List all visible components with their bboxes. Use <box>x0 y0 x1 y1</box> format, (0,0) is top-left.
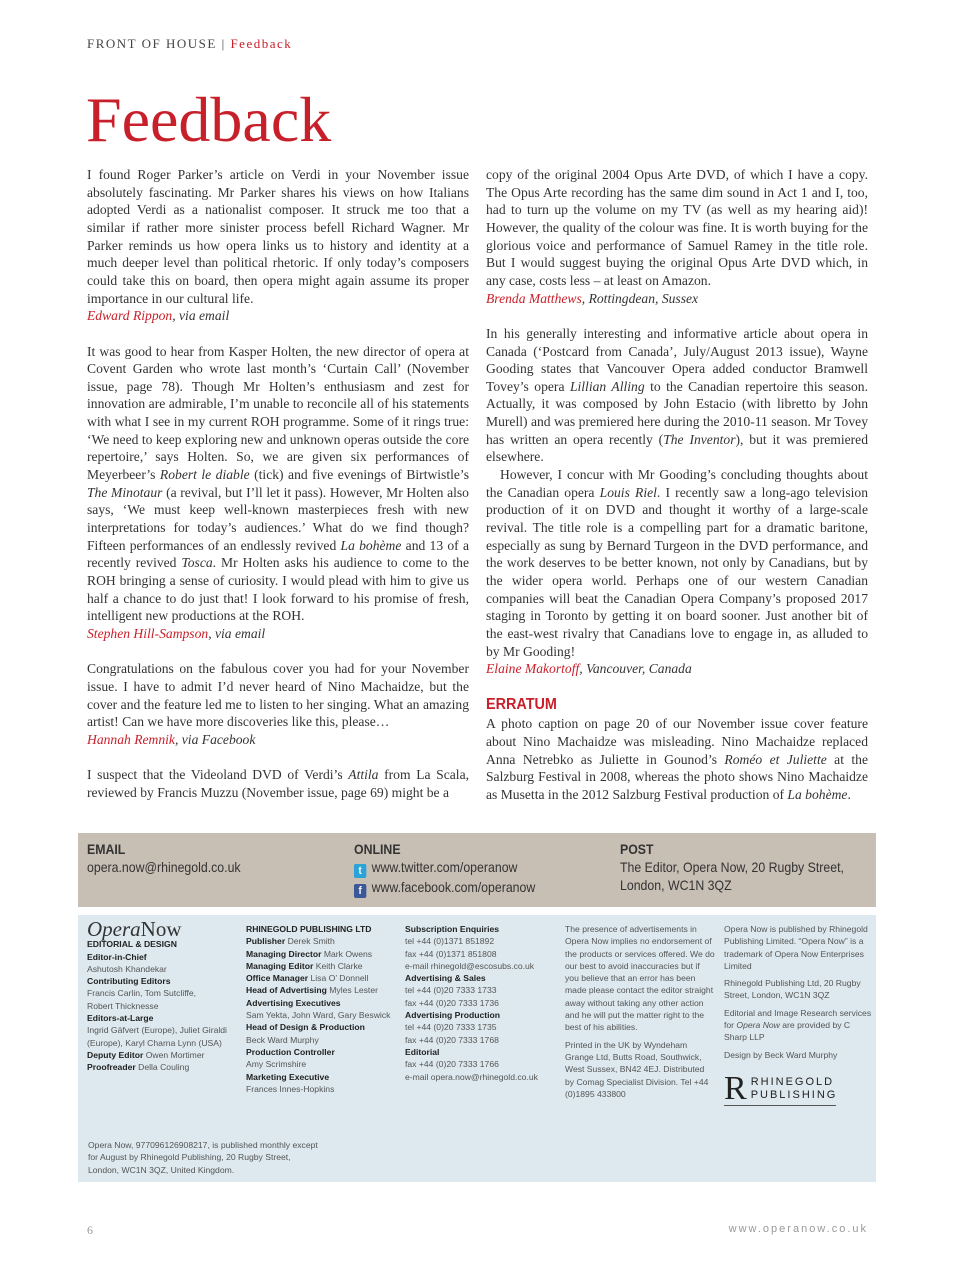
credit-role: Marketing Executive <box>246 1071 330 1082</box>
credit-value: tel +44 (0)20 7333 1733 <box>405 985 497 996</box>
author-name: Elaine Makortoff <box>486 661 580 677</box>
masthead <box>78 915 876 1182</box>
credit-role: Publisher <box>246 936 286 947</box>
letter <box>486 166 868 307</box>
credit-line <box>87 1061 237 1073</box>
publisher-address: Rhinegold Publishing Ltd, 20 Rugby Street, London, WC1N 3QZ <box>724 978 861 1001</box>
credit-line <box>87 963 237 975</box>
credit-role: Deputy Editor <box>87 1049 144 1060</box>
credit-line <box>246 1046 396 1058</box>
credit-line <box>87 1037 237 1049</box>
erratum-body <box>486 715 868 803</box>
letter-signature <box>87 625 469 643</box>
text-run: ), but it was premiered elsewhere. <box>486 431 868 465</box>
email-label: EMAIL <box>87 841 126 857</box>
logo-text: PUBLISHING <box>750 1088 838 1101</box>
text-run: . I recently saw a long-ago television production of it on DVD and thought it worthy of a large-scale revival. The title role is a compelling part for a dramatic baritone, especially as sung by Bernard Turgeon in the DVD performance, and the work deserves to be better known, not only by Canadians, but by the wider opera world. Perhaps one of our western Canadian companies will beat the Canadian Opera Company’s proposed 2017 staging in Toronto by getting it on board sooner. Just another bit of the east-west rivalry that Canadians love to engage in, as alluded to by Mr Gooding! <box>486 484 868 659</box>
text-run: (tick) and five evenings of Birtwistle’s <box>249 467 470 483</box>
text-run: . <box>847 786 851 802</box>
credit-line <box>87 1012 237 1024</box>
credit-line <box>405 1046 555 1058</box>
separator: | <box>221 36 226 51</box>
author-name: Brenda Matthews <box>486 290 582 306</box>
right-column <box>486 166 868 804</box>
credit-role: Head of Design & Production <box>246 1022 365 1033</box>
credit-value: fax +44 (0)1371 851808 <box>405 948 497 959</box>
text: are provided by C Sharp LLP <box>724 1020 851 1043</box>
text-run: However, I concur with Mr Gooding’s concluding thoughts about the Canadian opera <box>486 467 868 500</box>
author-location: , via email <box>208 626 266 641</box>
letter-paragraph <box>87 766 469 801</box>
credit-line <box>87 1049 237 1061</box>
author-location: , Rottingdean, Sussex <box>581 290 699 306</box>
credit-line <box>246 923 396 935</box>
logo-r: R <box>724 1069 747 1107</box>
credit-role: Production Controller <box>246 1046 335 1057</box>
credit-value: Beck Ward Murphy <box>246 1034 319 1045</box>
credit-line <box>405 984 555 996</box>
credit-line <box>87 975 237 987</box>
credit-role: Contributing Editors <box>87 976 171 987</box>
credit-value: Mark Owens <box>323 948 373 959</box>
credit-line <box>246 1071 396 1083</box>
credit-line <box>87 951 237 963</box>
text-run: . Mr Holten asks his audience to come to the ROH bringing a sense of curiosity. I would plead with him to give us half a chance to do just that! I look forward to his promise of fresh, intelligent new productions at the ROH. <box>87 555 469 624</box>
credit-role: Managing Editor <box>246 960 314 971</box>
credit-line <box>87 1024 237 1036</box>
twitter-link[interactable]: www.twitter.com/operanow <box>371 859 518 875</box>
letter <box>87 660 469 748</box>
credit-value: fax +44 (0)20 7333 1766 <box>405 1059 499 1070</box>
credit-role: Subscription Enquiries <box>405 924 500 934</box>
running-header <box>87 36 292 52</box>
left-column <box>87 166 469 819</box>
text-run: at the Salzburg Festival in 2008, whereas the photo shows Nino Machaidze as Musetta in the 2012 Salzburg Festival production of <box>486 751 868 802</box>
text-run: I found Roger Parker’s article on Verdi in your November issue absolutely fascinating. Mr Parker shares his views on how Italians adopted Verdi as a nationalist composer. It struck me too that a similar if rather more sinister process befell Richard Wagner. Mr Parker reminds us how opera links us to history and identity at a much deeper level than political rhetoric. If only today’s composers could take this on board, then opera might again assume its proper importance in our cultural life. <box>87 167 469 306</box>
masthead-publisher-info <box>724 923 872 1106</box>
letter-paragraph <box>486 325 868 466</box>
text-run: to the Canadian repertoire this season. Actually, it was composed by John Estacio (with libretto by John Murell) and was premiered here during the 2010-11 season. Mr Tovey has written an opera recently ( <box>486 378 868 447</box>
italic-title: Robert le diable <box>159 467 250 483</box>
publication-note: Opera Now, 977096126908217, is published monthly except for August by Rhinegold Publishing, 20 Rugby Street, London, WC1N 3QZ, United Kingdom. <box>88 1140 318 1175</box>
credit-line <box>87 938 237 950</box>
author-location: , via Facebook <box>174 731 256 747</box>
credit-value: (Europe), Karyl Charna Lynn (USA) <box>87 1037 222 1048</box>
credit-line <box>405 960 555 972</box>
contact-email <box>87 840 241 876</box>
credit-value: Ingrid Gäfvert (Europe), Juliet Giraldi <box>87 1025 227 1036</box>
credit-value: e-mail opera.now@rhinegold.co.uk <box>405 1071 538 1082</box>
text: Editorial and Image Research services for <box>724 1007 872 1031</box>
text-run: from La Scala, reviewed by Francis Muzzu (November issue, page 69) might be a <box>87 767 470 800</box>
credit-line <box>405 948 555 960</box>
credit-value: Derek Smith <box>287 936 335 947</box>
text-run: A photo caption on page 20 of our November issue cover feature about Nino Machaidze was misleading. Nino Machaidze replaced Anna Netrebko as Juliette in Gounod’s <box>486 716 868 767</box>
text-run: Congratulations on the fabulous cover you had for your November issue. I have to admit I’d never heard of Nino Machaidze, but the cover and the feature led me to listen to her singing. What an amazing artist! Can we have more discoveries like this, please… <box>87 661 469 730</box>
contact-band <box>78 833 876 907</box>
author-name: Hannah Remnik <box>87 731 175 747</box>
page-number: 6 <box>87 1223 93 1237</box>
italic-title: La bohème <box>340 537 402 553</box>
italic-title: Roméo et Juliette <box>724 751 827 767</box>
post-address-line: London, WC1N 3QZ <box>620 877 732 893</box>
letter-paragraph <box>87 660 469 731</box>
author-location: , via email <box>172 308 230 324</box>
post-address-line: The Editor, Opera Now, 20 Rugby Street, <box>620 859 844 875</box>
italic-title: The Inventor <box>663 431 736 447</box>
italic-title: Tosca <box>181 555 213 571</box>
credit-value: Frances Innes-Hopkins <box>246 1083 335 1094</box>
letter <box>87 766 469 801</box>
logo-part: Opera <box>87 917 141 941</box>
letter-paragraph <box>87 166 469 307</box>
credit-value: Della Couling <box>138 1062 190 1073</box>
credit-value: Lisa O’ Donnell <box>310 973 369 984</box>
credit-line <box>405 1021 555 1033</box>
letter-signature <box>87 731 469 749</box>
credit-line <box>246 948 396 960</box>
footer-url[interactable]: www.operanow.co.uk <box>728 1223 868 1235</box>
credit-role: EDITORIAL & DESIGN <box>87 939 177 950</box>
page-title: Feedback <box>86 84 332 155</box>
credit-value: tel +44 (0)20 7333 1735 <box>405 1022 497 1033</box>
credit-value: Sam Yekta, John Ward, Gary Beswick <box>246 1010 391 1021</box>
credit-role: Proofreader <box>87 1062 136 1073</box>
letter-signature <box>486 290 868 308</box>
facebook-link[interactable]: www.facebook.com/operanow <box>371 879 536 895</box>
credit-line <box>246 1034 396 1046</box>
credit-value: Robert Thicknesse <box>87 1000 159 1011</box>
credit-line <box>405 935 555 947</box>
credit-value: Keith Clarke <box>315 960 363 971</box>
letter-paragraph <box>486 166 868 290</box>
section-name: FRONT OF HOUSE <box>87 36 217 51</box>
credit-line <box>246 1058 396 1070</box>
credit-value: fax +44 (0)20 7333 1768 <box>405 1034 499 1045</box>
credit-role: Editors-at-Large <box>87 1013 154 1024</box>
research-credit <box>724 1007 872 1044</box>
credit-value: Francis Carlin, Tom Sutcliffe, <box>87 988 197 999</box>
credit-value: fax +44 (0)20 7333 1736 <box>405 997 499 1008</box>
letter-signature <box>87 307 469 325</box>
email-link[interactable]: opera.now@rhinegold.co.uk <box>87 859 241 875</box>
credit-line <box>405 997 555 1009</box>
text: Opera Now <box>736 1020 780 1031</box>
credit-line <box>405 1034 555 1046</box>
masthead-disclaimer <box>565 923 715 1105</box>
disclaimer-text: Printed in the UK by Wyndeham Grange Ltd, Butts Road, Southwick, West Sussex, BN42 4EJ. Distributed by Comag Specialist Division. Tel +44 (0)1895 433800 <box>565 1039 709 1099</box>
credit-line <box>246 935 396 947</box>
credit-line <box>246 984 396 996</box>
masthead-editorial <box>87 917 237 1074</box>
publisher-note: Opera Now is published by Rhinegold Publishing Limited. “Opera Now” is a trademark of Opera Now Enterprises Limited <box>724 924 868 971</box>
author-location: , Vancouver, Canada <box>579 661 692 677</box>
credit-line <box>246 1009 396 1021</box>
credit-value: Myles Lester <box>329 985 378 996</box>
post-label: POST <box>620 841 654 857</box>
credit-line <box>405 1009 555 1021</box>
text-run: It was good to hear from Kasper Holten, the new director of opera at Covent Garden who wrote last month’s ‘Curtain Call’ (November issue, page 78). Though Mr Holten’s enthusiasm and zest for innovation are admirable, I’m unable to reconcile all of his statements with what I see in my current ROH programme. Some of it rings true: ‘We need to keep exploring new and unknown operas outside the core repertoire,’ says Holten. So, we are given six performances of Meyerbeer’s <box>87 343 469 483</box>
letter <box>87 166 469 325</box>
credit-line <box>246 972 396 984</box>
text-run: copy of the original 2004 Opus Arte DVD, of which I have a copy. The Opus Arte recording has the same dim sound in Act 1 and I, too, had to turn up the volume on my TV (as well as my hearing aid)! However, the quality of the colour was fine. It is worth buying for the glorious voice and performance of Samuel Ramey in the title role. But I would suggest buying the original Opus Arte DVD which, in any case, costs less – at least on Amazon. <box>486 167 868 288</box>
masthead-contacts <box>405 923 555 1083</box>
contact-online <box>354 840 535 898</box>
logo-text: RHINEGOLD <box>750 1075 835 1088</box>
credit-line <box>405 1071 555 1083</box>
credit-line <box>246 1083 396 1095</box>
disclaimer-text: The presence of advertisements in Opera Now implies no endorsement of the products or services offered. We do our best to avoid inaccuracies but if you believe that an error has been made please contact the editor straight away without taking any other action and he will put the matter right to the best of his abilities. <box>565 924 715 1033</box>
italic-title: Lillian Alling <box>569 378 645 394</box>
italic-title: Attila <box>348 767 379 783</box>
credit-role: Advertising & Sales <box>405 973 486 984</box>
credit-value: Ashutosh Khandekar <box>87 963 167 974</box>
text-run: In his generally interesting and informative article about opera in Canada (‘Postcard from Canada’, July/August 2013 issue), Wayne Gooding states that Vancouver Opera added conductor Bramwell Tovey’s opera <box>486 325 868 394</box>
credit-value: e-mail rhinegold@escosubs.co.uk <box>405 960 535 971</box>
erratum-heading: ERRATUM <box>486 695 557 713</box>
credit-role: Editor-in-Chief <box>87 951 147 962</box>
masthead-publishing <box>246 923 396 1095</box>
letter-paragraph <box>486 466 868 660</box>
italic-title: La bohème <box>787 786 848 802</box>
letter-paragraph <box>87 343 469 626</box>
letter-signature <box>486 660 868 678</box>
credit-line <box>405 1058 555 1070</box>
author-name: Stephen Hill-Sampson <box>87 626 209 641</box>
credit-role: Advertising Production <box>405 1010 501 1021</box>
design-credit: Design by Beck Ward Murphy <box>724 1049 838 1060</box>
credit-line <box>405 972 555 984</box>
credit-role: Office Manager <box>246 973 309 984</box>
credit-value: Owen Mortimer <box>145 1049 205 1060</box>
credit-line <box>246 960 396 972</box>
opera-now-logo <box>87 917 237 941</box>
facebook-icon: f <box>354 884 366 898</box>
credit-line <box>405 923 555 935</box>
credit-value: Amy Scrimshire <box>246 1059 307 1070</box>
page-name: Feedback <box>230 36 293 51</box>
credit-role: Editorial <box>405 1046 440 1057</box>
credit-line <box>246 1021 396 1033</box>
credit-line <box>246 997 396 1009</box>
author-name: Edward Rippon <box>87 308 173 324</box>
credit-line <box>87 1000 237 1012</box>
letter <box>486 325 868 678</box>
twitter-icon: t <box>354 864 366 878</box>
rhinegold-logo <box>724 1069 838 1107</box>
contact-post <box>620 840 844 894</box>
credit-value: tel +44 (0)1371 851892 <box>405 936 495 947</box>
text-run: (a revival, but I’ll let it pass). However, Mr Holten also says, ‘We must keep well-known masterpieces fresh with new interpretations for today’s audiences.’ What do we find though? Fifteen performances of an endlessly revived <box>87 484 469 553</box>
credit-role: RHINEGOLD PUBLISHING LTD <box>246 924 372 934</box>
text-run: and 13 of a recently revived <box>87 537 469 571</box>
credit-line <box>87 987 237 999</box>
credit-role: Advertising Executives <box>246 997 341 1008</box>
text-run: I suspect that the Videoland DVD of Verdi’s <box>87 767 349 783</box>
italic-title: Louis Riel <box>599 484 657 500</box>
credit-role: Head of Advertising <box>246 985 327 996</box>
logo-part: Now <box>140 917 182 941</box>
online-label: ONLINE <box>354 841 401 857</box>
letter <box>87 343 469 643</box>
italic-title: The Minotaur <box>87 484 163 500</box>
credit-role: Managing Director <box>246 948 322 959</box>
